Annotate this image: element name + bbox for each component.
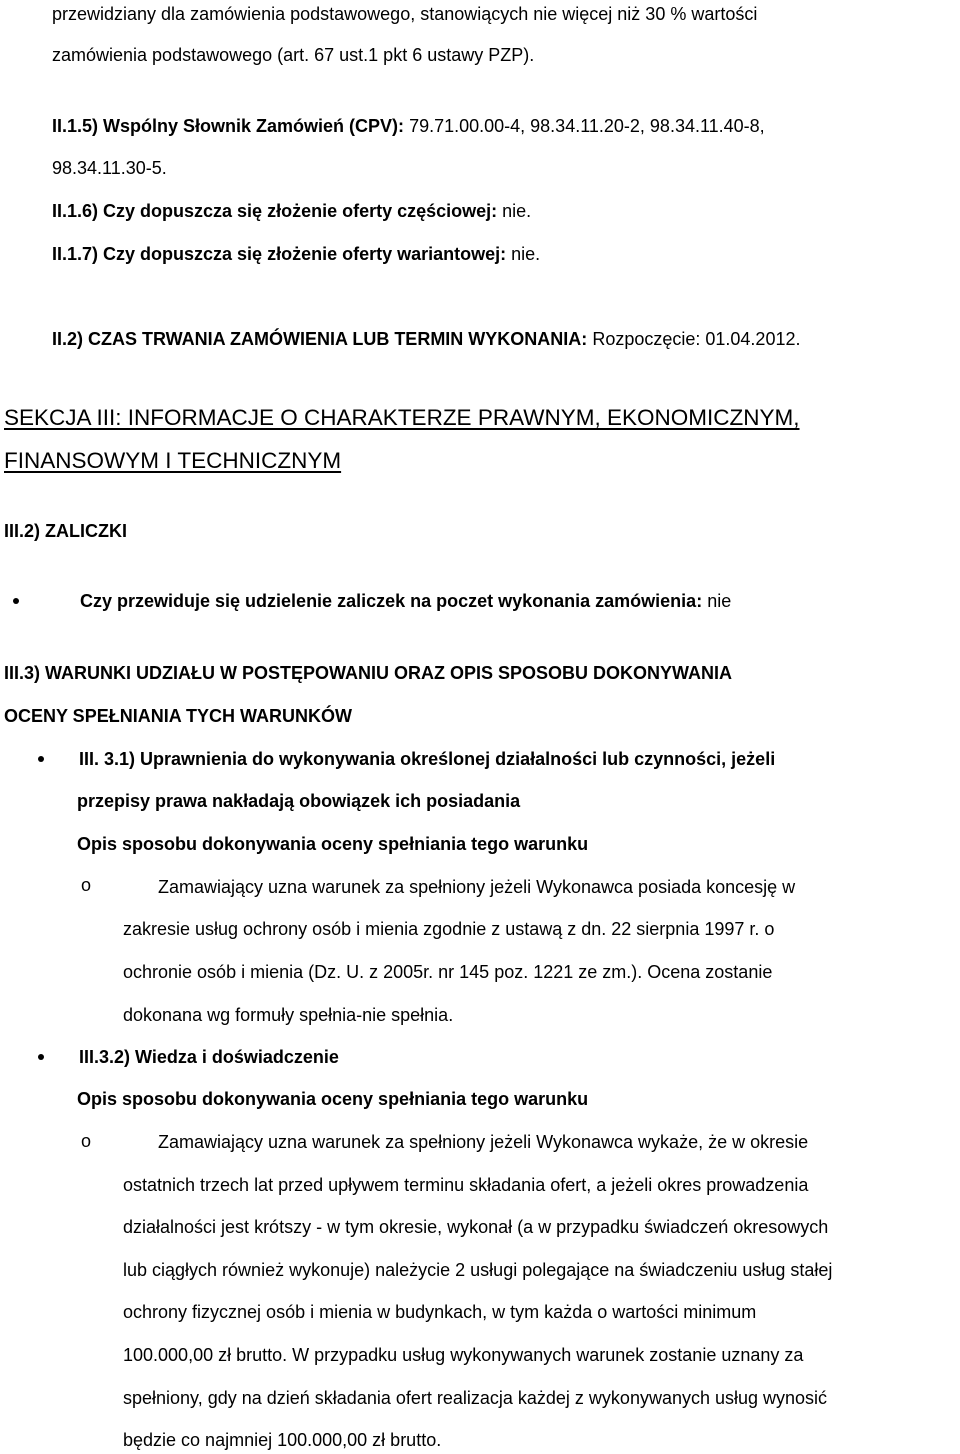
duration-value: Rozpoczęcie: 01.04.2012. (592, 329, 801, 349)
partial-offer-value: nie. (502, 201, 532, 221)
advances-question-line (80, 590, 731, 612)
variant-offer-label: II.1.7) Czy dopuszcza się złożenie oferty wariantowej: (52, 244, 507, 264)
duration-line (52, 328, 800, 350)
condition-32-text-line: będzie co najmniej 100.000,00 zł brutto. (123, 1430, 442, 1450)
partial-offer-label: II.1.6) Czy dopuszcza się złożenie oferty częściowej: (52, 201, 498, 221)
conditions-heading-continued: OCENY SPEŁNIANIA TYCH WARUNKÓW (4, 706, 353, 726)
section-heading-continued: FINANSOWYM I TECHNICZNYM (4, 448, 342, 473)
conditions-heading: III.3) WARUNKI UDZIAŁU W POSTĘPOWANIU ORAZ OPIS SPOSOBU DOKONYWANIA (4, 663, 733, 683)
bullet-icon (38, 756, 44, 762)
variant-offer-value: nie. (511, 244, 541, 264)
cpv-value: 79.71.00.00-4, 98.34.11.20-2, 98.34.11.40-8, (409, 116, 765, 136)
condition-32-text-line: ochrony fizycznej osób i mienia w budynkach, w tym każda o wartości minimum (123, 1302, 757, 1322)
condition-32-text-line: spełniony, gdy na dzień składania ofert realizacja każdej z wykonywanych usług wynosić (123, 1388, 828, 1408)
condition-32-heading: III.3.2) Wiedza i doświadczenie (79, 1047, 339, 1067)
partial-offer-line (52, 200, 531, 222)
cpv-line (52, 115, 765, 137)
condition-32-description-label: Opis sposobu dokonywania oceny spełniania tego warunku (77, 1089, 589, 1109)
cpv-label: II.1.5) Wspólny Słownik Zamówień (CPV): (52, 116, 405, 136)
condition-31-heading-continued: przepisy prawa nakładają obowiązek ich posiadania (77, 791, 521, 811)
condition-31-text-line: dokonana wg formuły spełnia-nie spełnia. (123, 1005, 454, 1025)
condition-31-text-line: zakresie usług ochrony osób i mienia zgodnie z ustawą z dn. 22 sierpnia 1997 r. o (123, 919, 775, 939)
advances-question: Czy przewiduje się udzielenie zaliczek na poczet wykonania zamówienia: (80, 591, 703, 611)
condition-31-text-line: Zamawiający uzna warunek za spełniony jeżeli Wykonawca posiada koncesję w (158, 877, 796, 897)
condition-31-description-label: Opis sposobu dokonywania oceny spełniania tego warunku (77, 834, 589, 854)
condition-32-text-line: 100.000,00 zł brutto. W przypadku usług wykonywanych warunek zostanie uznany za (123, 1345, 804, 1365)
condition-31-heading: III. 3.1) Uprawnienia do wykonywania określonej działalności lub czynności, jeżeli (79, 749, 776, 769)
paragraph-line: przewidziany dla zamówienia podstawowego, stanowiących nie więcej niż 30 % wartości (52, 4, 758, 24)
duration-label: II.2) CZAS TRWANIA ZAMÓWIENIA LUB TERMIN WYKONANIA: (52, 329, 588, 349)
variant-offer-line (52, 243, 540, 265)
condition-32-text-line: ostatnich trzech lat przed upływem terminu składania ofert, a jeżeli okres prowadzenia (123, 1175, 809, 1195)
section-heading: SEKCJA III: INFORMACJE O CHARAKTERZE PRAWNYM, EKONOMICZNYM, (4, 405, 800, 430)
bullet-icon (13, 598, 19, 604)
condition-32-text-line: lub ciągłych również wykonuje) należycie 2 usługi polegające na świadczeniu usług stałej (123, 1260, 833, 1280)
condition-32-text-line: działalności jest krótszy - w tym okresie, wykonał (a w przypadku świadczeń okresowych (123, 1217, 829, 1237)
sub-bullet-icon: o (81, 1131, 92, 1151)
paragraph-line: zamówienia podstawowego (art. 67 ust.1 pkt 6 ustawy PZP). (52, 45, 535, 65)
condition-31-text-line: ochronie osób i mienia (Dz. U. z 2005r. nr 145 poz. 1221 ze zm.). Ocena zostanie (123, 962, 773, 982)
advances-answer: nie (707, 591, 732, 611)
bullet-icon (38, 1054, 44, 1060)
cpv-value-continued: 98.34.11.30-5. (52, 158, 167, 178)
sub-bullet-icon: o (81, 875, 92, 895)
condition-32-text-line: Zamawiający uzna warunek za spełniony jeżeli Wykonawca wykaże, że w okresie (158, 1132, 809, 1152)
advances-heading: III.2) ZALICZKI (4, 521, 127, 541)
